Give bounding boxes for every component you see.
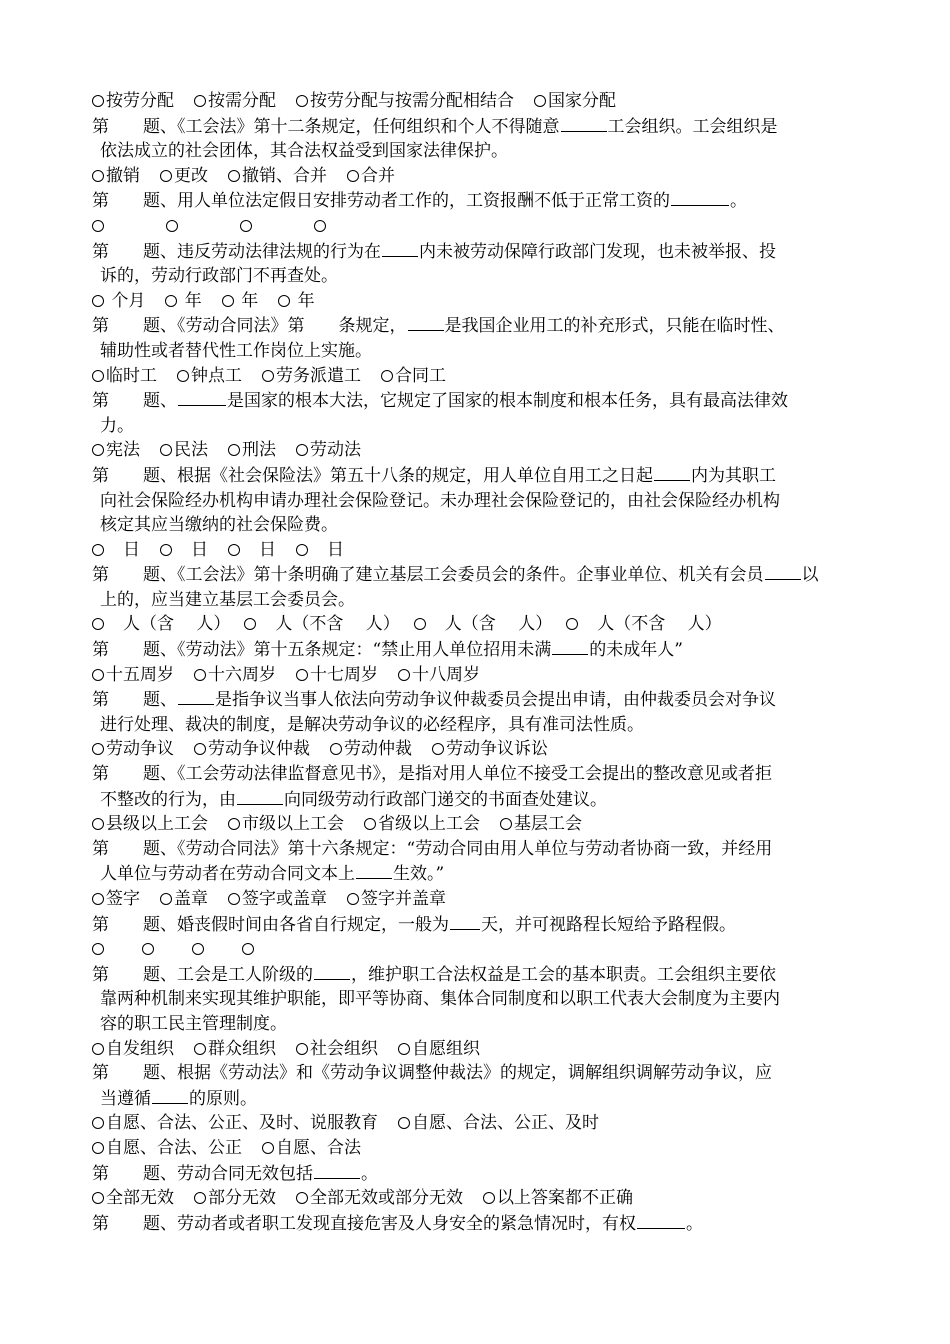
- answer-option[interactable]: [262, 364, 361, 389]
- radio-circle-icon[interactable]: [192, 943, 204, 955]
- question-segment: 是国家的根本大法，它规定了国家的根本制度和根本任务，具有最高法律效: [227, 391, 788, 412]
- answer-option-label: 个月: [106, 290, 146, 311]
- answer-option-label: 劳动争议: [106, 739, 174, 760]
- radio-circle-icon[interactable]: [296, 544, 308, 556]
- answer-options: [92, 164, 862, 189]
- radio-circle-icon[interactable]: [194, 743, 206, 755]
- question-segment: 第 题、《工会劳动法律监督意见书》，是指对用人单位不接受工会提出的整改意见或者拒: [92, 764, 772, 785]
- answer-option-label: 群众组织: [208, 1038, 276, 1059]
- answer-option[interactable]: [228, 164, 327, 189]
- answer-option-label: 撤销、合并: [242, 165, 327, 186]
- radio-circle-icon[interactable]: [222, 295, 234, 307]
- answer-option[interactable]: [177, 364, 242, 389]
- radio-circle-icon[interactable]: [228, 444, 240, 456]
- answer-option-label: 劳动争议仲裁: [208, 739, 310, 760]
- answer-option[interactable]: [92, 887, 140, 912]
- answer-option-label: 劳动法: [310, 440, 361, 461]
- answer-option[interactable]: [534, 89, 616, 114]
- radio-circle-icon[interactable]: [92, 1192, 104, 1204]
- radio-circle-icon[interactable]: [160, 544, 172, 556]
- answer-option[interactable]: [194, 1037, 276, 1062]
- answer-blank: [152, 1086, 188, 1104]
- answer-option-label: 劳动仲裁: [344, 739, 412, 760]
- radio-circle-icon[interactable]: [483, 1192, 495, 1204]
- answer-blank: [408, 313, 444, 331]
- answer-option[interactable]: [398, 1111, 599, 1136]
- question-segment: 内为其职工: [691, 465, 776, 486]
- radio-circle-icon[interactable]: [381, 370, 393, 382]
- radio-circle-icon[interactable]: [166, 220, 178, 232]
- answer-option-label: 自愿、合法、公正、及时、说服教育: [106, 1113, 378, 1134]
- answer-blank: [561, 114, 607, 132]
- answer-options: [92, 663, 862, 688]
- answer-blank: [450, 912, 480, 930]
- answer-option[interactable]: [160, 164, 208, 189]
- answer-options: [92, 89, 862, 114]
- radio-circle-icon[interactable]: [160, 170, 172, 182]
- radio-circle-icon[interactable]: [242, 943, 254, 955]
- radio-circle-icon[interactable]: [432, 743, 444, 755]
- question-segment: 不整改的行为，由: [100, 789, 236, 810]
- answer-option[interactable]: [92, 1111, 378, 1136]
- answer-option-label: 劳务派遣工: [276, 365, 361, 386]
- answer-option[interactable]: [296, 663, 378, 688]
- answer-blank: [765, 562, 801, 580]
- radio-circle-icon[interactable]: [398, 669, 410, 681]
- answer-options: [92, 538, 862, 563]
- answer-blank: [671, 188, 729, 206]
- answer-option-label: 日: [242, 539, 276, 560]
- question-segment: 工会组织。工会组织是: [607, 116, 778, 137]
- answer-option-label: 劳动争议诉讼: [446, 739, 548, 760]
- answer-option[interactable]: [165, 289, 201, 314]
- radio-circle-icon[interactable]: [160, 893, 172, 905]
- answer-option[interactable]: [166, 214, 180, 239]
- question-text: [92, 687, 862, 737]
- answer-option-label: 十八周岁: [412, 664, 480, 685]
- answer-option-label: 盖章: [174, 889, 208, 909]
- answer-option[interactable]: [381, 364, 446, 389]
- question-segment: 核定其应当缴纳的社会保险费。: [100, 515, 338, 536]
- answer-option[interactable]: [192, 937, 206, 962]
- question-segment: 生效。”: [393, 864, 445, 885]
- answer-option[interactable]: [222, 289, 258, 314]
- radio-circle-icon[interactable]: [278, 295, 290, 307]
- answer-option[interactable]: [92, 937, 106, 962]
- answer-blank: [356, 861, 392, 879]
- answer-option-label: 年: [235, 290, 259, 311]
- radio-circle-icon[interactable]: [228, 818, 240, 830]
- radio-circle-icon[interactable]: [566, 618, 578, 630]
- radio-circle-icon[interactable]: [160, 444, 172, 456]
- answer-options: [92, 438, 862, 463]
- radio-circle-icon[interactable]: [296, 669, 308, 681]
- answer-option-label: 撤销: [106, 165, 140, 186]
- radio-circle-icon[interactable]: [240, 220, 252, 232]
- radio-circle-icon[interactable]: [194, 95, 206, 107]
- answer-option-label: 按需分配: [208, 91, 276, 111]
- radio-circle-icon[interactable]: [296, 1192, 308, 1204]
- question-text: [92, 562, 862, 612]
- document-body: [92, 89, 862, 1236]
- question-text: [92, 762, 862, 812]
- answer-option[interactable]: [330, 737, 412, 762]
- question-segment: 第 题、婚丧假时间由各省自行规定，一般为: [92, 914, 449, 935]
- answer-option[interactable]: [262, 1136, 361, 1161]
- answer-blank: [637, 1211, 685, 1229]
- radio-circle-icon[interactable]: [398, 1117, 410, 1129]
- answer-option[interactable]: [314, 214, 328, 239]
- answer-options: [92, 1111, 862, 1136]
- answer-option-label: 合同工: [395, 365, 446, 386]
- answer-option[interactable]: [240, 214, 254, 239]
- question-text: [92, 1211, 862, 1237]
- answer-option-label: 钟点工: [191, 365, 242, 386]
- question-segment: 第 题、劳动者或者职工发现直接危害及人身安全的紧急情况时，有权: [92, 1213, 636, 1234]
- question-segment: 第 题、《劳动合同法》第 条规定，: [92, 316, 407, 337]
- answer-option-label: 县级以上工会: [106, 814, 208, 835]
- answer-option[interactable]: [160, 887, 208, 912]
- answer-option-label: 年: [179, 290, 202, 311]
- answer-blank: [178, 687, 214, 705]
- radio-circle-icon[interactable]: [92, 743, 104, 755]
- answer-option-label: 按劳分配: [106, 91, 174, 111]
- answer-option-label: 人（含 人）: [427, 614, 553, 635]
- question-segment: 以: [801, 565, 819, 586]
- answer-option[interactable]: [398, 1037, 480, 1062]
- radio-circle-icon[interactable]: [92, 669, 104, 681]
- answer-option-label: 合并: [361, 165, 395, 186]
- answer-option-label: 全部无效: [106, 1188, 174, 1209]
- question-text: [92, 463, 862, 538]
- answer-blank: [237, 787, 283, 805]
- answer-blank: [314, 1161, 360, 1179]
- question-text: [92, 114, 862, 164]
- radio-circle-icon[interactable]: [92, 1142, 104, 1154]
- radio-circle-icon[interactable]: [92, 893, 104, 905]
- radio-circle-icon[interactable]: [228, 170, 240, 182]
- answer-option-label: 人（不含 人）: [258, 614, 400, 635]
- radio-circle-icon[interactable]: [330, 743, 342, 755]
- answer-options: [92, 364, 862, 389]
- answer-option-label: 民法: [174, 440, 208, 461]
- question-segment: 天，并可视路程长短给予路程假。: [481, 914, 736, 935]
- radio-circle-icon[interactable]: [194, 669, 206, 681]
- radio-circle-icon[interactable]: [92, 295, 104, 307]
- answer-option[interactable]: [92, 214, 106, 239]
- answer-option[interactable]: [92, 364, 157, 389]
- radio-circle-icon[interactable]: [262, 1142, 274, 1154]
- answer-option-label: 全部无效或部分无效: [310, 1188, 463, 1209]
- answer-option-label: 日: [106, 539, 140, 560]
- radio-circle-icon[interactable]: [92, 444, 104, 456]
- question-segment: 是我国企业用工的补充形式，只能在临时性、: [444, 316, 785, 337]
- radio-circle-icon[interactable]: [92, 818, 104, 830]
- answer-option-label: 签字: [106, 889, 140, 909]
- answer-option[interactable]: [228, 438, 276, 463]
- answer-option-label: 以上答案都不正确: [497, 1188, 633, 1209]
- answer-option-label: 部分无效: [208, 1188, 276, 1209]
- question-text: [92, 1161, 862, 1187]
- question-segment: 是指争议当事人依法向劳动争议仲裁委员会提出申请，由仲裁委员会对争议: [215, 690, 776, 711]
- answer-option[interactable]: [194, 663, 276, 688]
- question-segment: 上的，应当建立基层工会委员会。: [100, 589, 355, 610]
- answer-option[interactable]: [92, 1136, 242, 1161]
- radio-circle-icon[interactable]: [92, 1043, 104, 1055]
- answer-option[interactable]: [296, 438, 361, 463]
- radio-circle-icon[interactable]: [414, 618, 426, 630]
- answer-options: [92, 812, 862, 837]
- question-text: [92, 239, 862, 289]
- radio-circle-icon[interactable]: [228, 544, 240, 556]
- answer-option-label: 日: [310, 539, 344, 560]
- answer-option[interactable]: [500, 812, 582, 837]
- answer-option[interactable]: [278, 289, 314, 314]
- question-segment: 靠两种机制来实现其维护职能，即平等协商、集体合同制度和以职工代表大会制度为主要内: [100, 989, 780, 1010]
- question-segment: 第 题、: [92, 690, 177, 711]
- answer-option[interactable]: [142, 937, 156, 962]
- radio-circle-icon[interactable]: [364, 818, 376, 830]
- radio-circle-icon[interactable]: [228, 893, 240, 905]
- question-segment: 第 题、工会是工人阶级的: [92, 964, 313, 985]
- radio-circle-icon[interactable]: [314, 220, 326, 232]
- answer-option-label: 签字或盖章: [242, 889, 327, 909]
- answer-option-label: 市级以上工会: [242, 814, 344, 835]
- answer-option[interactable]: [92, 1186, 174, 1211]
- answer-option[interactable]: [92, 663, 174, 688]
- radio-circle-icon[interactable]: [92, 618, 104, 630]
- answer-option[interactable]: [92, 89, 174, 114]
- question-text: [92, 837, 862, 887]
- answer-option-label: 自愿组织: [412, 1038, 480, 1059]
- radio-circle-icon[interactable]: [534, 95, 546, 107]
- answer-options: [92, 612, 862, 637]
- answer-option[interactable]: [160, 438, 208, 463]
- answer-option[interactable]: [414, 612, 552, 637]
- answer-option-label: 宪法: [106, 440, 140, 461]
- answer-option[interactable]: [347, 164, 395, 189]
- answer-option-label: 自发组织: [106, 1038, 174, 1059]
- radio-circle-icon[interactable]: [92, 220, 104, 232]
- answer-options: [92, 887, 862, 912]
- question-segment: 内未被劳动保障行政部门发现，也未被举报、投: [419, 241, 776, 262]
- question-segment: 向同级劳动行政部门递交的书面查处建议。: [284, 789, 607, 810]
- answer-blank: [314, 962, 350, 980]
- answer-option-label: 人（不含 人）: [580, 614, 722, 635]
- answer-options: [92, 937, 862, 962]
- answer-option[interactable]: [92, 812, 208, 837]
- answer-options: [92, 289, 862, 314]
- question-text: [92, 912, 862, 938]
- question-segment: 力。: [100, 415, 134, 436]
- answer-option[interactable]: [483, 1186, 633, 1211]
- question-segment: 诉的，劳动行政部门不再查处。: [100, 266, 338, 287]
- question-segment: 第 题、根据《社会保险法》第五十八条的规定，用人单位自用工之日起: [92, 465, 653, 486]
- answer-option-label: 年: [292, 290, 315, 311]
- answer-option-label: 更改: [174, 165, 208, 186]
- answer-option[interactable]: [432, 737, 548, 762]
- answer-option-label: 按劳分配与按需分配相结合: [310, 91, 514, 111]
- question-segment: 。: [686, 1213, 703, 1234]
- answer-blank: [654, 463, 690, 481]
- answer-option-label: 临时工: [106, 365, 157, 386]
- question-segment: 当遵循: [100, 1088, 151, 1109]
- answer-option[interactable]: [296, 538, 344, 563]
- question-segment: 容的职工民主管理制度。: [100, 1013, 287, 1034]
- answer-option[interactable]: [92, 438, 140, 463]
- question-segment: 进行处理、裁决的制度，是解决劳动争议的必经程序，具有准司法性质。: [100, 714, 644, 735]
- radio-circle-icon[interactable]: [347, 893, 359, 905]
- radio-circle-icon[interactable]: [262, 370, 274, 382]
- answer-option[interactable]: [296, 89, 514, 114]
- question-text: [92, 188, 862, 214]
- answer-option[interactable]: [92, 612, 230, 637]
- question-text: [92, 962, 862, 1037]
- answer-option[interactable]: [296, 1037, 378, 1062]
- answer-option-label: 刑法: [242, 440, 276, 461]
- radio-circle-icon[interactable]: [194, 1192, 206, 1204]
- radio-circle-icon[interactable]: [296, 444, 308, 456]
- question-text: [92, 313, 862, 363]
- answer-blank: [382, 239, 418, 257]
- question-segment: 第 题、《工会法》第十二条规定，任何组织和个人不得随意: [92, 116, 560, 137]
- radio-circle-icon[interactable]: [177, 370, 189, 382]
- question-segment: 第 题、违反劳动法律法规的行为在: [92, 241, 381, 262]
- answer-options: [92, 737, 862, 762]
- answer-options: [92, 1136, 862, 1161]
- answer-option-label: 国家分配: [548, 91, 616, 111]
- answer-option[interactable]: [92, 164, 140, 189]
- question-text: [92, 1061, 862, 1111]
- radio-circle-icon[interactable]: [296, 95, 308, 107]
- question-segment: 辅助性或者替代性工作岗位上实施。: [100, 340, 372, 361]
- answer-option[interactable]: [228, 812, 344, 837]
- answer-options: [92, 1037, 862, 1062]
- radio-circle-icon[interactable]: [142, 943, 154, 955]
- question-segment: 的原则。: [189, 1088, 257, 1109]
- answer-option-label: 省级以上工会: [378, 814, 480, 835]
- radio-circle-icon[interactable]: [194, 1043, 206, 1055]
- answer-option-label: 自愿、合法: [276, 1137, 361, 1158]
- radio-circle-icon[interactable]: [92, 943, 104, 955]
- radio-circle-icon[interactable]: [92, 370, 104, 382]
- radio-circle-icon[interactable]: [347, 170, 359, 182]
- answer-option[interactable]: [92, 289, 145, 314]
- question-segment: 第 题、《劳动法》第十五条规定：“禁止用人单位招用未满: [92, 640, 552, 661]
- radio-circle-icon[interactable]: [244, 618, 256, 630]
- answer-option-label: 十五周岁: [106, 664, 174, 685]
- radio-circle-icon[interactable]: [398, 1043, 410, 1055]
- answer-option-label: 自愿、合法、公正、及时: [412, 1113, 599, 1134]
- question-segment: 。: [730, 191, 747, 212]
- answer-option[interactable]: [347, 887, 446, 912]
- radio-circle-icon[interactable]: [165, 295, 177, 307]
- question-segment: 第 题、《工会法》第十条明确了建立基层工会委员会的条件。企事业单位、机关有会员: [92, 565, 764, 586]
- question-text: [92, 637, 862, 663]
- answer-option[interactable]: [566, 612, 721, 637]
- answer-option-label: 签字并盖章: [361, 889, 446, 909]
- answer-option[interactable]: [228, 887, 327, 912]
- radio-circle-icon[interactable]: [92, 1117, 104, 1129]
- answer-option-label: 日: [174, 539, 208, 560]
- answer-option[interactable]: [92, 538, 140, 563]
- answer-option[interactable]: [228, 538, 276, 563]
- radio-circle-icon[interactable]: [92, 95, 104, 107]
- question-segment: 的未成年人”: [589, 640, 683, 661]
- question-segment: 第 题、用人单位法定假日安排劳动者工作的，工资报酬不低于正常工资的: [92, 191, 670, 212]
- answer-blank: [552, 637, 588, 655]
- answer-option[interactable]: [398, 663, 480, 688]
- radio-circle-icon[interactable]: [296, 1043, 308, 1055]
- question-segment: 第 题、劳动合同无效包括: [92, 1163, 313, 1184]
- answer-option[interactable]: [296, 1186, 463, 1211]
- answer-option[interactable]: [194, 1186, 276, 1211]
- answer-blank: [178, 388, 226, 406]
- answer-option[interactable]: [244, 612, 399, 637]
- answer-option-label: 社会组织: [310, 1038, 378, 1059]
- question-text: [92, 388, 862, 438]
- radio-circle-icon[interactable]: [92, 170, 104, 182]
- question-segment: 依法成立的社会团体，其合法权益受到国家法律保护。: [100, 141, 508, 162]
- question-segment: 。: [361, 1163, 378, 1184]
- answer-option-label: 十六周岁: [208, 664, 276, 685]
- answer-option[interactable]: [160, 538, 208, 563]
- answer-option-label: 人（含 人）: [106, 614, 231, 635]
- answer-option[interactable]: [194, 737, 310, 762]
- question-segment: 向社会保险经办机构申请办理社会保险登记。未办理社会保险登记的，由社会保险经办机构: [100, 490, 780, 511]
- answer-option-label: 基层工会: [514, 814, 582, 835]
- question-segment: 第 题、《劳动合同法》第十六条规定：“劳动合同由用人单位与劳动者协商一致，并经用: [92, 838, 773, 859]
- radio-circle-icon[interactable]: [500, 818, 512, 830]
- answer-option-label: 自愿、合法、公正: [106, 1137, 242, 1158]
- answer-option[interactable]: [92, 737, 174, 762]
- answer-option-label: 十七周岁: [310, 664, 378, 685]
- answer-options: [92, 1186, 862, 1211]
- question-segment: ，维护职工合法权益是工会的基本职责。工会组织主要依: [351, 964, 776, 985]
- answer-option[interactable]: [364, 812, 480, 837]
- radio-circle-icon[interactable]: [92, 544, 104, 556]
- question-segment: 第 题、: [92, 391, 177, 412]
- answer-option[interactable]: [194, 89, 276, 114]
- answer-option[interactable]: [242, 937, 256, 962]
- answer-options: [92, 214, 862, 239]
- question-segment: 人单位与劳动者在劳动合同文本上: [100, 864, 355, 885]
- question-segment: 第 题、根据《劳动法》和《劳动争议调整仲裁法》的规定，调解组织调解劳动争议，应: [92, 1063, 772, 1084]
- answer-option[interactable]: [92, 1037, 174, 1062]
